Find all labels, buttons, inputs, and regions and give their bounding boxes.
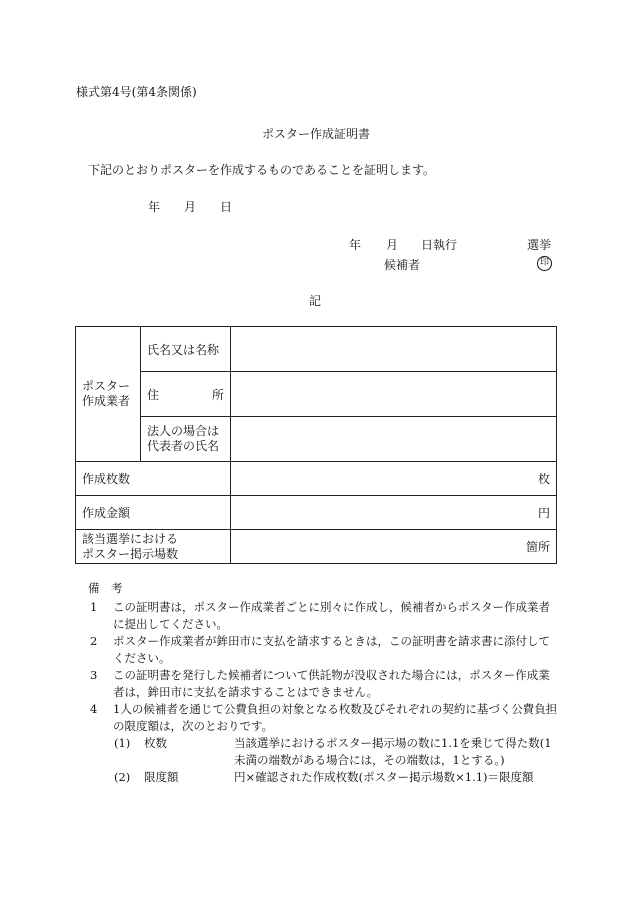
table-row	[76, 462, 557, 496]
notes-heading: 備 考	[88, 581, 123, 595]
group-label-line-2: 作成業者	[82, 394, 131, 408]
note-item	[90, 633, 560, 667]
note-text: ポスター作成業者が鉾田市に支払を請求するときは，この証明書を請求書に添付してください。	[113, 634, 550, 665]
group-label-line-1: ポスター	[82, 379, 131, 393]
places-label-cell	[76, 530, 231, 564]
note-item	[90, 701, 560, 735]
document-title: ポスター作成証明書	[262, 127, 371, 141]
corp-label-line-1: 法人の場合は	[147, 424, 220, 438]
year-label: 年	[148, 200, 161, 214]
note-number: 1	[90, 600, 98, 614]
sub-item-text: 当該選挙におけるポスター掲示場の数に1.1を乗じて得た数(1未満の端数がある場合には，その端数は，1とする。)	[234, 736, 552, 767]
address-label-2: 所	[211, 387, 224, 402]
election-label: 選挙	[527, 238, 552, 252]
certificate-table	[75, 326, 557, 564]
note-text: この証明書は，ポスター作成業者ごとに別々に作成し，候補者からポスター作成業者に提出してください。	[113, 600, 550, 631]
note-number: 2	[90, 634, 98, 648]
election-month-label: 月	[386, 238, 399, 252]
table-row	[76, 327, 557, 372]
ki-heading: 記	[309, 294, 322, 308]
statement-text: 下記のとおりポスターを作成するものであることを証明します。	[88, 163, 436, 177]
day-label: 日	[220, 200, 233, 214]
count-label-cell: 作成枚数	[76, 462, 231, 496]
notes-section	[80, 580, 560, 786]
name-label-cell: 氏名又は名称	[141, 327, 231, 372]
note-number: 3	[90, 668, 98, 682]
note-item	[90, 667, 560, 701]
count-value-cell[interactable]	[231, 462, 557, 496]
corp-label-cell	[141, 417, 231, 462]
address-label-cell	[141, 372, 231, 417]
month-label: 月	[184, 200, 197, 214]
table-row	[76, 372, 557, 417]
places-unit: 箇所	[525, 540, 550, 554]
candidate-label: 候補者	[384, 258, 421, 272]
table-row	[76, 417, 557, 462]
group-label-cell	[76, 327, 141, 462]
address-value-cell[interactable]	[231, 372, 557, 417]
seal-mark: 印	[537, 256, 552, 271]
form-number: 様式第4号(第4条関係)	[76, 85, 197, 99]
corp-value-cell[interactable]	[231, 417, 557, 462]
places-label-line-1: 該当選挙における	[82, 531, 179, 546]
sub-item-number: (2)	[114, 770, 131, 784]
amount-unit: 円	[537, 506, 550, 520]
sub-item-text: 円×確認された作成枚数(ポスター掲示場数×1.1)＝限度額	[234, 770, 534, 784]
note-text: 1人の候補者を通じて公費負担の対象となる枚数及びそれぞれの契約に基づく公費負担の限度額は，次のとおりです。	[113, 702, 558, 733]
places-label-line-2: ポスター掲示場数	[82, 546, 179, 561]
election-year-label: 年	[349, 238, 362, 252]
count-unit: 枚	[537, 472, 550, 486]
sub-item-label: 限度額	[144, 770, 179, 784]
note-number: 4	[90, 702, 98, 716]
amount-label-cell: 作成金額	[76, 496, 231, 530]
note-item	[90, 599, 560, 633]
address-label-1: 住	[147, 387, 160, 402]
sub-item-number: (1)	[114, 736, 131, 750]
places-value-cell[interactable]	[231, 530, 557, 564]
name-value-cell[interactable]	[231, 327, 557, 372]
corp-label-line-2: 代表者の氏名	[147, 439, 220, 453]
amount-value-cell[interactable]	[231, 496, 557, 530]
note-text: この証明書を発行した候補者について供託物が没収された場合には，ポスター作成業者は，鉾田市に支払を請求することはできません。	[113, 668, 550, 699]
table-row	[76, 530, 557, 564]
sub-item-label: 枚数	[144, 736, 167, 750]
election-day-exec-label: 日執行	[421, 238, 458, 252]
table-row	[76, 496, 557, 530]
sub-item	[114, 769, 560, 786]
sub-item	[114, 735, 560, 769]
